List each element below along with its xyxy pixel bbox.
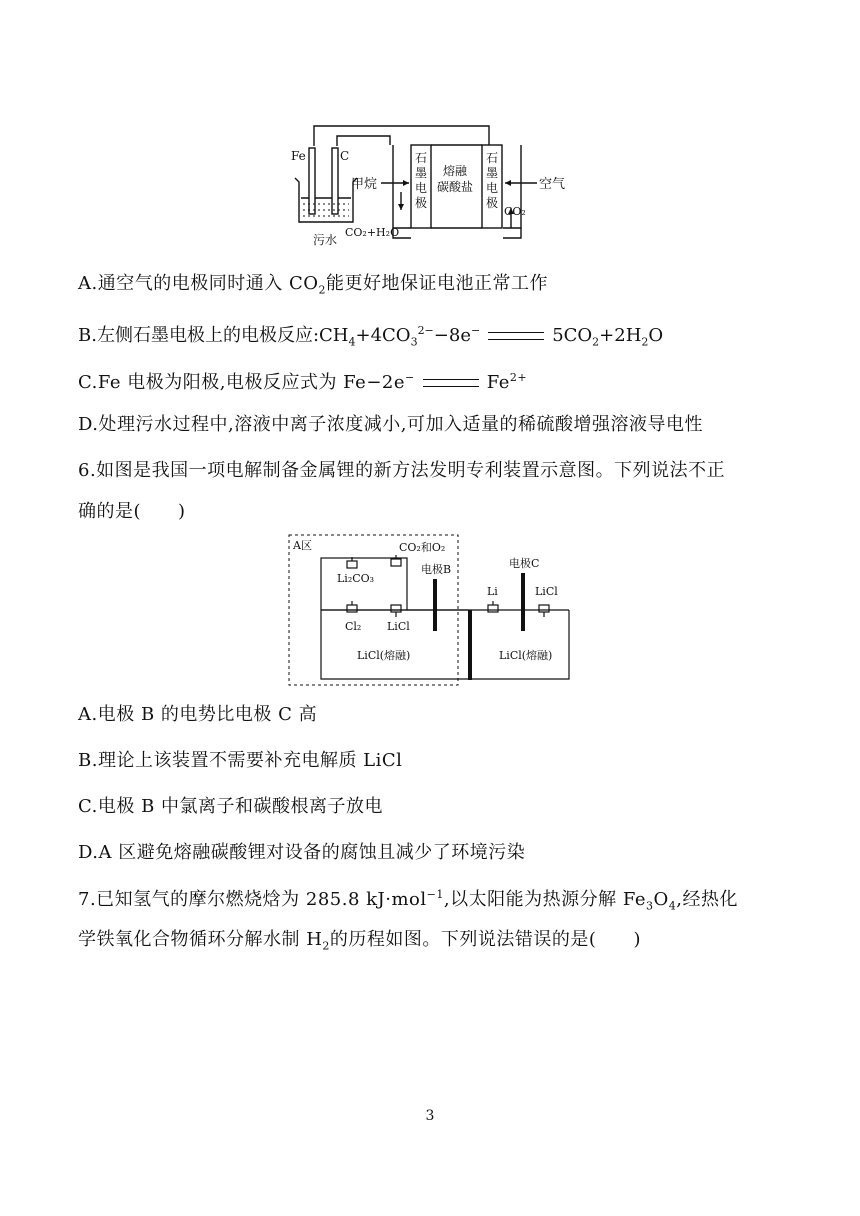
- licl-right-label: LiCl: [535, 585, 558, 598]
- left-electrode-char-3: 电: [415, 181, 428, 195]
- licl-melt-right-label: LiCl(熔融): [499, 649, 553, 662]
- left-electrode-char-1: 石: [415, 151, 428, 165]
- q5-option-d: D.处理污水过程中,溶液中离子浓度减小,可加入适量的稀硫酸增强溶液导电性: [78, 414, 703, 435]
- left-electrode-char-4: 极: [415, 196, 428, 210]
- li-label: Li: [487, 585, 498, 598]
- electrode-b-label: 电极B: [421, 563, 452, 576]
- q5-option-c: C.Fe 电极为阳极,电极反应式为 Fe−2e− $Fe^{2+}$: [78, 371, 528, 393]
- wastewater-label: 污水: [313, 233, 338, 247]
- q5-option-b: B.左侧石墨电极上的电极反应$:CH_4+4CO_3^{2-}-8e^-$ $5CO_2+2H_2O$: [78, 324, 664, 349]
- air-label: 空气: [539, 177, 566, 192]
- electrolyte-line-1: 熔融: [443, 164, 468, 178]
- q6-option-b: B.理论上该装置不需要补充电解质 LiCl: [78, 750, 403, 771]
- fe-label: Fe: [291, 149, 306, 163]
- cl2-label: Cl₂: [345, 620, 362, 633]
- q5-option-a: A.通空气的电极同时通入 $CO_2$能更好地保证电池正常工作: [78, 273, 548, 297]
- left-electrode-char-2: 墨: [415, 166, 428, 180]
- right-electrode-char-1: 石: [486, 151, 499, 165]
- equals-sign: [423, 379, 479, 387]
- q6-option-c: C.电极 B 中氯离子和碳酸根离子放电: [78, 796, 384, 817]
- q6-stem-line-1: 6.如图是我国一项电解制备金属锂的新方法发明专利装置示意图。下列说法不正: [78, 460, 726, 481]
- co2-o2-label: CO₂和O₂: [399, 541, 446, 554]
- electrolyte-line-2: 碳酸盐: [437, 180, 474, 194]
- licl-melt-left-label: LiCl(熔融): [357, 649, 411, 662]
- co2-label: CO₂: [504, 205, 526, 218]
- q6-option-d: D.A 区避免熔融碳酸锂对设备的腐蚀且减少了环境污染: [78, 842, 526, 863]
- electrode-c-label: 电极C: [509, 557, 540, 570]
- right-electrode-char-2: 墨: [486, 166, 499, 180]
- q6-stem-line-2: 确的是( ): [78, 501, 186, 522]
- li2co3-label: Li₂CO₃: [337, 572, 375, 585]
- q7-stem-line-2: 学铁氧化合物循环分解水制 $H_2$的历程如图。下列说法错误的是( ): [78, 929, 641, 953]
- co2-h2o-label: CO₂+H₂O: [345, 226, 400, 239]
- zone-a-label: A区: [293, 539, 312, 552]
- lithium-electrolysis-diagram: [287, 533, 577, 688]
- q7-stem-line-1: 7.已知氢气的摩尔燃烧焓为 285.8 kJ·mol$^{-1}$,以太阳能为热源分解 $Fe_3O_4$,经热化: [78, 888, 738, 913]
- fuel-cell-diagram: [285, 110, 575, 255]
- licl-in-label: LiCl: [387, 620, 410, 633]
- q6-option-a: A.电极 B 的电势比电极 C 高: [78, 704, 318, 725]
- equals-sign: [488, 332, 544, 340]
- methane-label: 甲烷: [351, 177, 378, 192]
- right-electrode-char-4: 极: [486, 196, 499, 210]
- right-electrode-char-3: 电: [486, 181, 499, 195]
- page-number: 3: [425, 1108, 435, 1124]
- c-label: C: [340, 149, 350, 163]
